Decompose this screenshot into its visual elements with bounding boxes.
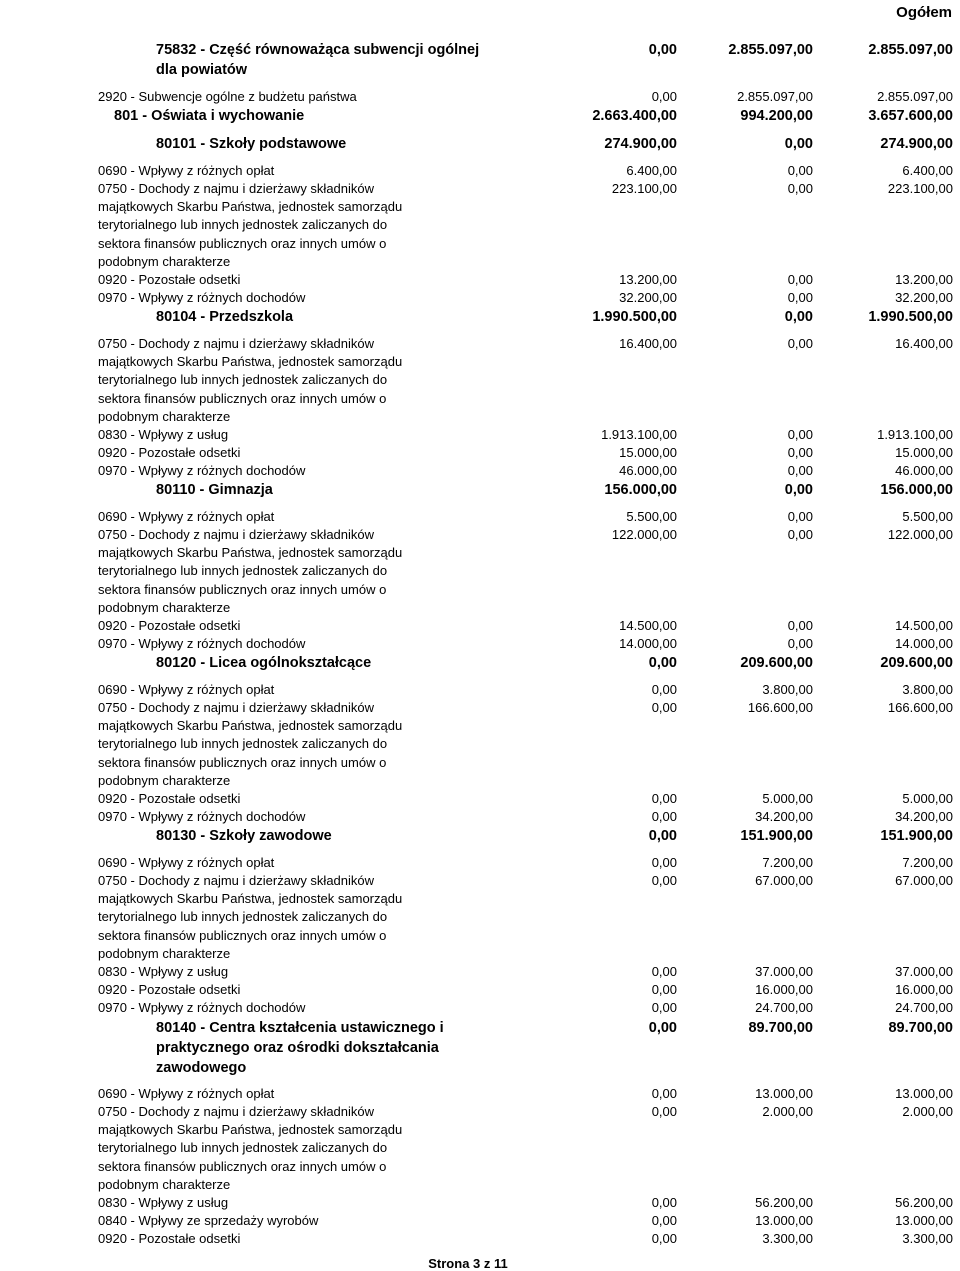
- amount-change: 13.000,00: [755, 1213, 813, 1228]
- amount-total: 16.000,00: [895, 982, 953, 997]
- amount-total: 5.000,00: [902, 791, 953, 806]
- row-label: 0920 - Pozostałe odsetki: [98, 982, 241, 997]
- row-label: 0750 - Dochody z najmu i dzierżawy składników majątkowych Skarbu Państwa, jednostek samorządu terytorialnego lub innych jednostek zaliczanych do sektora finansów publicznych oraz innych umów o podobnym charakterze: [98, 873, 403, 961]
- amount-plan: 0,00: [648, 828, 677, 844]
- amount-total: 156.000,00: [880, 482, 953, 498]
- amount-total: 46.000,00: [895, 463, 953, 478]
- row-label: 0690 - Wpływy z różnych opłat: [98, 682, 275, 697]
- row-label: 80110 - Gimnazja: [156, 482, 273, 498]
- amount-plan: 0,00: [651, 1231, 677, 1246]
- amount-total: 7.200,00: [902, 855, 953, 870]
- amount-change: 89.700,00: [748, 1020, 813, 1036]
- amount-total: 6.400,00: [902, 163, 953, 178]
- amount-plan: 1.990.500,00: [592, 309, 677, 325]
- amount-plan: 0,00: [651, 682, 677, 697]
- amount-total: 2.855.097,00: [868, 42, 953, 58]
- amount-change: 0,00: [787, 163, 813, 178]
- row-label: 2920 - Subwencje ogólne z budżetu państwa: [98, 89, 357, 104]
- amount-plan: 0,00: [651, 1195, 677, 1210]
- amount-change: 24.700,00: [755, 1000, 813, 1015]
- row-label: 0690 - Wpływy z różnych opłat: [98, 855, 275, 870]
- amount-total: 24.700,00: [895, 1000, 953, 1015]
- row-label: 75832 - Część równoważąca subwencji ogólnej dla powiatów: [156, 42, 480, 78]
- amount-plan: 0,00: [651, 1104, 677, 1119]
- amount-change: 3.300,00: [762, 1231, 813, 1246]
- amount-change: 0,00: [787, 290, 813, 305]
- amount-total: 209.600,00: [880, 655, 953, 671]
- amount-plan: 122.000,00: [611, 527, 677, 542]
- amount-total: 89.700,00: [888, 1020, 953, 1036]
- amount-change: 56.200,00: [755, 1195, 813, 1210]
- amount-plan: 0,00: [651, 1213, 677, 1228]
- row-label: 0920 - Pozostałe odsetki: [98, 445, 241, 460]
- amount-change: 2.855.097,00: [737, 89, 813, 104]
- amount-change: 0,00: [787, 527, 813, 542]
- row-label: 80104 - Przedszkola: [156, 309, 294, 325]
- amount-change: 0,00: [787, 463, 813, 478]
- row-label: 0920 - Pozostałe odsetki: [98, 618, 241, 633]
- amount-change: 0,00: [787, 336, 813, 351]
- amount-plan: 0,00: [651, 700, 677, 715]
- amount-plan: 46.000,00: [619, 463, 677, 478]
- amount-plan: 0,00: [651, 982, 677, 997]
- amount-change: 0,00: [784, 136, 813, 152]
- row-label: 0690 - Wpływy z różnych opłat: [98, 1086, 275, 1101]
- row-label: 0970 - Wpływy z różnych dochodów: [98, 290, 306, 305]
- row-label: 80101 - Szkoły podstawowe: [156, 136, 347, 152]
- amount-plan: 0,00: [648, 655, 677, 671]
- amount-total: 223.100,00: [887, 181, 953, 196]
- amount-change: 37.000,00: [755, 964, 813, 979]
- amount-plan: 14.000,00: [619, 636, 677, 651]
- amount-plan: 16.400,00: [619, 336, 677, 351]
- amount-change: 16.000,00: [755, 982, 813, 997]
- amount-total: 166.600,00: [887, 700, 953, 715]
- amount-plan: 14.500,00: [619, 618, 677, 633]
- row-label: 0970 - Wpływy z różnych dochodów: [98, 809, 306, 824]
- amount-change: 166.600,00: [747, 700, 813, 715]
- amount-change: 7.200,00: [762, 855, 813, 870]
- amount-total: 14.500,00: [895, 618, 953, 633]
- row-label: 80140 - Centra kształcenia ustawicznego i praktycznego oraz ośrodki dokształcania zawodowego: [156, 1020, 444, 1076]
- amount-plan: 32.200,00: [619, 290, 677, 305]
- amount-total: 1.990.500,00: [868, 309, 953, 325]
- page-number: Strona 3 z 11: [428, 1256, 508, 1271]
- amount-plan: 0,00: [648, 1020, 677, 1036]
- amount-change: 0,00: [787, 427, 813, 442]
- amount-change: 0,00: [784, 482, 813, 498]
- amount-change: 151.900,00: [740, 828, 813, 844]
- amount-plan: 1.913.100,00: [601, 427, 677, 442]
- amount-plan: 6.400,00: [626, 163, 677, 178]
- amount-total: 13.000,00: [895, 1213, 953, 1228]
- row-label: 0970 - Wpływy z różnych dochodów: [98, 636, 306, 651]
- amount-total: 3.657.600,00: [868, 108, 953, 124]
- amount-total: 3.300,00: [902, 1231, 953, 1246]
- amount-plan: 13.200,00: [619, 272, 677, 287]
- amount-total: 5.500,00: [902, 509, 953, 524]
- row-label: 0690 - Wpływy z różnych opłat: [98, 163, 275, 178]
- row-label: 0970 - Wpływy z różnych dochodów: [98, 1000, 306, 1015]
- amount-total: 274.900,00: [880, 136, 953, 152]
- row-label: 801 - Oświata i wychowanie: [114, 108, 305, 124]
- amount-plan: 2.663.400,00: [592, 108, 677, 124]
- amount-plan: 0,00: [651, 89, 677, 104]
- amount-change: 3.800,00: [762, 682, 813, 697]
- amount-plan: 0,00: [651, 855, 677, 870]
- amount-total: 37.000,00: [895, 964, 953, 979]
- amount-total: 1.913.100,00: [877, 427, 953, 442]
- amount-change: 0,00: [787, 181, 813, 196]
- row-label: 0750 - Dochody z najmu i dzierżawy składników majątkowych Skarbu Państwa, jednostek samorządu terytorialnego lub innych jednostek zaliczanych do sektora finansów publicznych oraz innych umów o podobnym charakterze: [98, 336, 403, 424]
- row-label: 0830 - Wpływy z usług: [98, 1195, 229, 1210]
- amount-plan: 0,00: [651, 873, 677, 888]
- row-label: 0920 - Pozostałe odsetki: [98, 272, 241, 287]
- amount-total: 2.855.097,00: [877, 89, 953, 104]
- row-label: 0840 - Wpływy ze sprzedaży wyrobów: [98, 1213, 319, 1228]
- amount-change: 0,00: [787, 618, 813, 633]
- row-label: 0690 - Wpływy z różnych opłat: [98, 509, 275, 524]
- amount-plan: 0,00: [651, 1086, 677, 1101]
- amount-change: 67.000,00: [755, 873, 813, 888]
- amount-change: 0,00: [784, 309, 813, 325]
- amount-change: 5.000,00: [762, 791, 813, 806]
- amount-plan: 0,00: [651, 964, 677, 979]
- amount-plan: 156.000,00: [604, 482, 677, 498]
- amount-total: 13.000,00: [895, 1086, 953, 1101]
- amount-total: 151.900,00: [880, 828, 953, 844]
- row-label: 80130 - Szkoły zawodowe: [156, 828, 332, 844]
- amount-plan: 5.500,00: [626, 509, 677, 524]
- column-header-total: Ogółem: [896, 4, 952, 21]
- amount-total: 13.200,00: [895, 272, 953, 287]
- amount-change: 0,00: [787, 272, 813, 287]
- amount-total: 3.800,00: [902, 682, 953, 697]
- row-label: 0830 - Wpływy z usług: [98, 964, 229, 979]
- amount-total: 122.000,00: [887, 527, 953, 542]
- amount-change: 13.000,00: [755, 1086, 813, 1101]
- row-label: 0750 - Dochody z najmu i dzierżawy składników majątkowych Skarbu Państwa, jednostek samorządu terytorialnego lub innych jednostek zaliczanych do sektora finansów publicznych oraz innych umów o podobnym charakterze: [98, 527, 403, 615]
- amount-total: 16.400,00: [895, 336, 953, 351]
- amount-plan: 0,00: [651, 1000, 677, 1015]
- amount-plan: 274.900,00: [604, 136, 677, 152]
- amount-change: 0,00: [787, 509, 813, 524]
- amount-change: 2.855.097,00: [728, 42, 813, 58]
- row-label: 80120 - Licea ogólnokształcące: [156, 655, 372, 671]
- amount-total: 67.000,00: [895, 873, 953, 888]
- row-label: 0750 - Dochody z najmu i dzierżawy składników majątkowych Skarbu Państwa, jednostek samorządu terytorialnego lub innych jednostek zaliczanych do sektora finansów publicznych oraz innych umów o podobnym charakterze: [98, 1104, 403, 1192]
- amount-change: 0,00: [787, 636, 813, 651]
- amount-change: 209.600,00: [740, 655, 813, 671]
- amount-total: 15.000,00: [895, 445, 953, 460]
- amount-plan: 0,00: [651, 809, 677, 824]
- amount-plan: 15.000,00: [619, 445, 677, 460]
- row-label: 0970 - Wpływy z różnych dochodów: [98, 463, 306, 478]
- amount-change: 34.200,00: [755, 809, 813, 824]
- amount-plan: 0,00: [648, 42, 677, 58]
- amount-change: 2.000,00: [762, 1104, 813, 1119]
- page-footer: [0, 1256, 960, 1271]
- amount-total: 14.000,00: [895, 636, 953, 651]
- amount-plan: 0,00: [651, 791, 677, 806]
- amount-change: 0,00: [787, 445, 813, 460]
- row-label: 0750 - Dochody z najmu i dzierżawy składników majątkowych Skarbu Państwa, jednostek samorządu terytorialnego lub innych jednostek zaliczanych do sektora finansów publicznych oraz innych umów o podobnym charakterze: [98, 700, 403, 788]
- row-label: 0920 - Pozostałe odsetki: [98, 791, 241, 806]
- amount-total: 56.200,00: [895, 1195, 953, 1210]
- amount-total: 34.200,00: [895, 809, 953, 824]
- amount-plan: 223.100,00: [611, 181, 677, 196]
- amount-total: 32.200,00: [895, 290, 953, 305]
- row-label: 0920 - Pozostałe odsetki: [98, 1231, 241, 1246]
- row-label: 0830 - Wpływy z usług: [98, 427, 229, 442]
- amount-change: 994.200,00: [740, 108, 813, 124]
- amount-total: 2.000,00: [902, 1104, 953, 1119]
- row-label: 0750 - Dochody z najmu i dzierżawy składników majątkowych Skarbu Państwa, jednostek samorządu terytorialnego lub innych jednostek zaliczanych do sektora finansów publicznych oraz innych umów o podobnym charakterze: [98, 181, 403, 269]
